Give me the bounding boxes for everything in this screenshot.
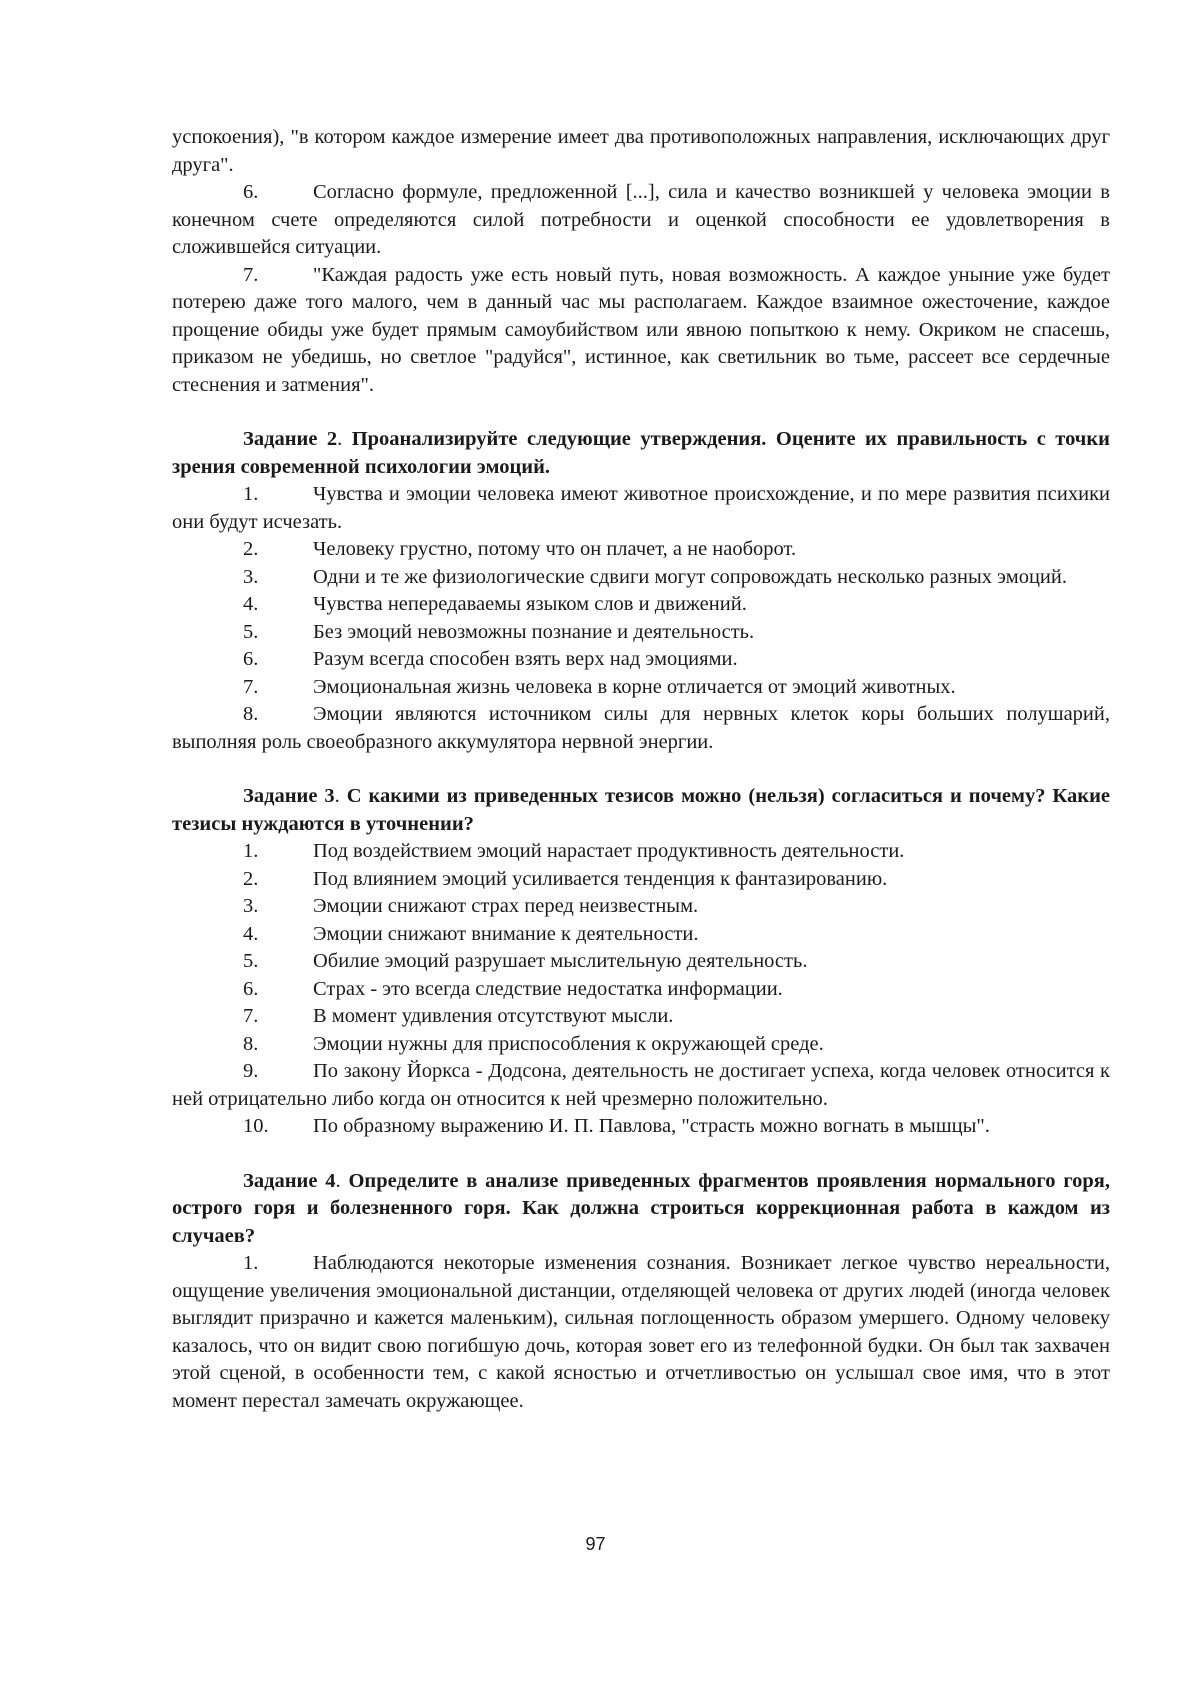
item-number: 7. xyxy=(243,675,259,698)
list-item xyxy=(172,1113,1110,1141)
item-text: В момент удивления отсутствуют мысли. xyxy=(313,1005,674,1027)
item-number: 6. xyxy=(243,977,259,1000)
item-text: Страх - это всегда следствие недостатка информации. xyxy=(313,977,783,1000)
item-text: По образному выражению И. П. Павлова, "страсть можно вогнать в мышцы". xyxy=(313,1115,990,1137)
item-text: Под воздействием эмоций нарастает продуктивность деятельности. xyxy=(313,840,905,862)
item-number: 1. xyxy=(243,840,259,862)
task-label-dot: . xyxy=(335,1169,341,1192)
list-item xyxy=(172,1031,1110,1059)
item-text: Согласно формуле, предложенной [...], сила и качество возникшей у человека эмоции в конечном счете определяются силой потребности и оценкой способности ее удовлетворения в сложившейся ситуации. xyxy=(172,181,1110,258)
item-text: Чувства непередаваемы языком слов и движений. xyxy=(313,593,747,615)
item-number: 3. xyxy=(243,895,259,917)
item-text: Одни и те же физиологические сдвиги могут сопровождать несколько разных эмоций. xyxy=(313,565,1067,588)
task-title: Проанализируйте следующие утверждения. Оцените их правильность с точки зрения современной психологии эмоций. xyxy=(172,428,1110,478)
task-label-dot: . xyxy=(337,428,343,450)
list-item xyxy=(172,619,1110,647)
list-item xyxy=(172,481,1110,536)
document-page xyxy=(172,124,1110,1415)
item-text: Обилие эмоций разрушает мыслительную деятельность. xyxy=(313,950,808,972)
list-item xyxy=(172,976,1110,1004)
item-number: 2. xyxy=(243,538,259,560)
item-text: Чувства и эмоции человека имеют животное происхождение, и по мере развития психики они будут исчезать. xyxy=(172,483,1110,533)
list-item xyxy=(172,866,1110,894)
item-number: 5. xyxy=(243,950,259,972)
item-number: 4. xyxy=(243,922,259,945)
item-text: "Каждая радость уже есть новый путь, новая возможность. А каждое уныние уже будет потерею даже того малого, чем в данный час мы располагаем. Каждое взаимное ожесточение, каждое прощение обиды уже будет прямым самоубийством или явною попыткою к нему. Окриком не спасешь, приказом не убедишь, но светлое "радуйся", истинное, как светильник во тьме, рассеет все сердечные стеснения и затмения". xyxy=(172,263,1110,396)
list-item xyxy=(172,674,1110,702)
list-item xyxy=(172,591,1110,619)
list-item xyxy=(172,536,1110,564)
intro-paragraph: успокоения), "в котором каждое измерение имеет два противоположных направления, исключающих друг друга". xyxy=(172,126,1110,176)
task-label: Задание 2 xyxy=(243,428,338,450)
item-text: Эмоции снижают внимание к деятельности. xyxy=(313,922,699,945)
list-item xyxy=(172,893,1110,921)
item-number: 7. xyxy=(243,263,259,286)
page-number: 97 xyxy=(585,1534,606,1554)
list-item xyxy=(172,646,1110,674)
item-number: 1. xyxy=(243,483,259,505)
list-item xyxy=(172,179,1110,262)
item-text: Наблюдаются некоторые изменения сознания. Возникает легкое чувство нереальности, ощущение увеличения эмоциональной дистанции, отделяющей человека от других людей (иногда человек выглядит призрачно и кажется маленьким), сильная поглощенность образом умершего. Одному человеку казалось, что он видит свою погибшую дочь, которая зовет его из телефонной будки. Он был так захвачен этой сценой, в особенности тем, с какой ясностью и отчетливостью он услышал свое имя, что в этот момент перестал замечать окружающее. xyxy=(172,1252,1110,1412)
list-item xyxy=(172,564,1110,592)
task-title: С какими из приведенных тезисов можно (нельзя) согласиться и почему? Какие тезисы нуждаются в уточнении? xyxy=(172,785,1110,835)
item-number: 1. xyxy=(243,1252,259,1274)
list-item xyxy=(172,262,1110,400)
list-item xyxy=(172,701,1110,756)
list-item xyxy=(172,921,1110,949)
item-number: 2. xyxy=(243,867,259,890)
item-number: 5. xyxy=(243,620,259,643)
item-text: Эмоции являются источником силы для нервных клеток коры больших полушарий, выполняя роль своеобразного аккумулятора нервной энергии. xyxy=(172,703,1110,753)
item-text: Под влиянием эмоций усиливается тенденция к фантазированию. xyxy=(313,867,888,890)
list-item xyxy=(172,1250,1110,1415)
list-item xyxy=(172,1003,1110,1031)
item-text: Эмоции снижают страх перед неизвестным. xyxy=(313,895,699,917)
item-text: Разум всегда способен взять верх над эмоциями. xyxy=(313,648,738,670)
task-label: Задание 3 xyxy=(243,785,335,807)
item-number: 7. xyxy=(243,1005,259,1027)
task-label: Задание 4 xyxy=(243,1169,336,1192)
item-number: 4. xyxy=(243,593,259,615)
item-number: 8. xyxy=(243,1032,259,1055)
item-number: 3. xyxy=(243,565,259,588)
list-item xyxy=(172,1058,1110,1113)
list-item xyxy=(172,838,1110,866)
item-number: 8. xyxy=(243,703,259,725)
item-text: По закону Йоркса - Додсона, деятельность не достигает успеха, когда человек относится к ней отрицательно либо когда он относится к ней чрезмерно положительно. xyxy=(172,1060,1110,1110)
list-item xyxy=(172,948,1110,976)
item-text: Человеку грустно, потому что он плачет, а не наоборот. xyxy=(313,538,797,560)
task-title: Определите в анализе приведенных фрагментов проявления нормального горя, острого горя и болезненного горя. Как должна строиться коррекционная работа в каждом из случаев? xyxy=(172,1169,1110,1247)
task-4-heading xyxy=(172,1168,1110,1251)
item-text: Без эмоций невозможны познание и деятельность. xyxy=(313,620,755,643)
item-number: 6. xyxy=(243,648,259,670)
task-3-heading xyxy=(172,783,1110,838)
item-number: 9. xyxy=(243,1060,259,1082)
item-number: 10. xyxy=(243,1115,269,1137)
task-label-dot: . xyxy=(334,785,340,807)
item-number: 6. xyxy=(243,181,259,203)
task-2-heading xyxy=(172,426,1110,481)
item-text: Эмоциональная жизнь человека в корне отличается от эмоций животных. xyxy=(313,675,956,698)
item-text: Эмоции нужны для приспособления к окружающей среде. xyxy=(313,1032,824,1055)
